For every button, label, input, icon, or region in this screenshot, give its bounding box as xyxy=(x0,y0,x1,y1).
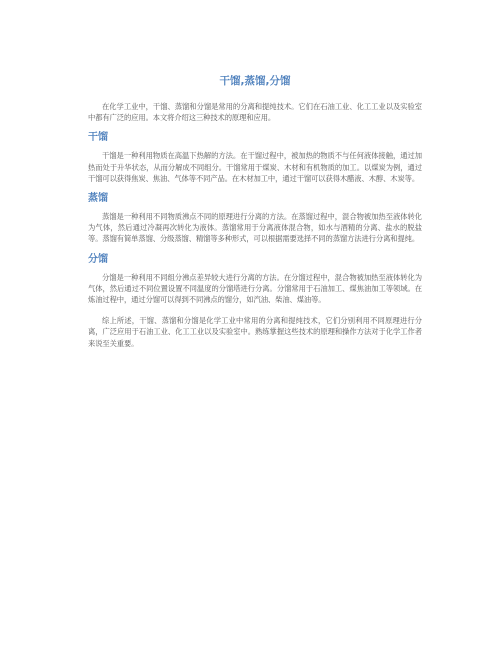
conclusion-paragraph: 综上所述，干馏、蒸馏和分馏是化学工业中常用的分离和提纯技术，它们分别利用不同原理进行分离，广泛应用于石油工业、化工工业以及实验室中。熟练掌握这些技术的原理和操作方法对于化学工作者来说至关重要。 xyxy=(88,316,422,348)
section-body-fractional-distillation: 分馏是一种利用不同组分沸点差异较大进行分离的方法。在分馏过程中，混合物被加热至液体转化为气体，然后通过不同位置设置不同温度的分馏塔进行分离。分馏常用于石油加工、煤焦油加工等领域。在炼油过程中，通过分馏可以得到不同沸点的馏分，如汽油、柴油、煤油等。 xyxy=(88,272,422,305)
section-heading-distillation: 蒸馏 xyxy=(88,193,108,205)
section-body-distillation: 蒸馏是一种利用不同物质沸点不同的原理进行分离的方法。在蒸馏过程中，混合物被加热至液体转化为气体，然后通过冷凝再次转化为液体。蒸馏常用于分离液体混合物，如水与酒精的分离、盐水的脱盐等。蒸馏有简单蒸馏、分级蒸馏、精馏等多种形式，可以根据需要选择不同的蒸馏方法进行分离和提纯。 xyxy=(88,212,422,244)
section-body-dry-distillation: 干馏是一种利用物质在高温下热解的方法。在干馏过程中，被加热的物质不与任何液体接触，通过加热而处于升华状态，从而分解成不同组分。干馏常用于煤炭、木材和有机物质的加工。以煤炭为例，通过干馏可以获得焦炭、焦油、气体等不同产品。在木材加工中，通过干馏可以获得木醋液、木醇、木炭等。 xyxy=(88,151,422,183)
section-heading-fractional-distillation: 分馏 xyxy=(88,253,108,265)
intro-paragraph: 在化学工业中，干馏、蒸馏和分馏是常用的分离和提纯技术。它们在石油工业、化工工业以及实验室中都有广泛的应用。本文将介绍这三种技术的原理和应用。 xyxy=(88,102,422,123)
document-title: 干馏,蒸馏,分馏 xyxy=(219,75,291,87)
section-heading-dry-distillation: 干馏 xyxy=(88,132,108,144)
document-page xyxy=(88,74,422,349)
